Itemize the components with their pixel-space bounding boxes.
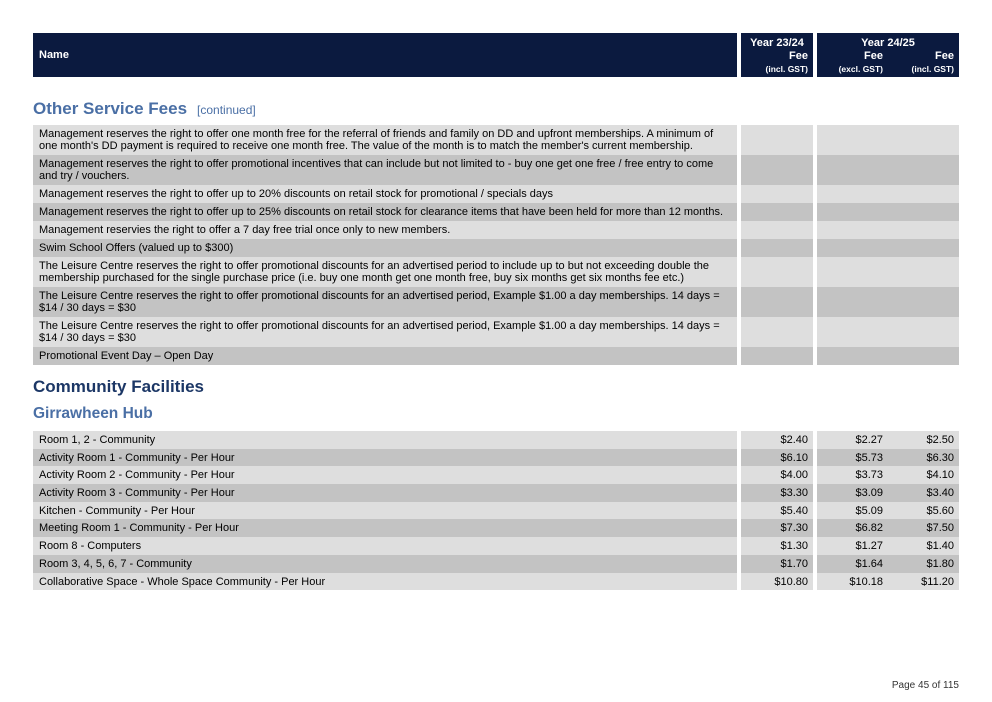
fee-2324: $2.40 bbox=[741, 431, 813, 449]
row-name: Swim School Offers (valued up to $300) bbox=[33, 239, 737, 257]
table-row bbox=[33, 431, 959, 449]
fee-2324: $5.40 bbox=[741, 502, 813, 520]
fee-2324: $10.80 bbox=[741, 573, 813, 591]
fee-incl-gst: $1.40 bbox=[926, 540, 954, 553]
fee-excl-gst: $3.09 bbox=[855, 487, 883, 500]
table-row bbox=[33, 537, 959, 555]
fee-label: Fee bbox=[864, 50, 883, 62]
table-row bbox=[33, 317, 959, 347]
table-row bbox=[33, 449, 959, 467]
year-2425-label: Year 24/25 bbox=[861, 37, 915, 49]
year-2324-label: Year 23/24 bbox=[750, 37, 804, 49]
continued-label: [continued] bbox=[197, 103, 256, 117]
row-name: Management reserves the right to offer one month free for the referral of friends and family on DD and upfront memberships. A minimum of one month's DD payment is required to receive one month free. The value of the month is to match the member's current membership. bbox=[33, 125, 737, 155]
row-name: Room 1, 2 - Community bbox=[33, 431, 737, 449]
fee-excl-gst: $10.18 bbox=[849, 575, 883, 588]
fee-incl-gst: $4.10 bbox=[926, 469, 954, 482]
fee-schedule-page bbox=[33, 33, 959, 588]
row-name: Management reserves the right to offer up to 25% discounts on retail stock for clearance items that have been held for more than 12 months. bbox=[33, 203, 737, 221]
table-header bbox=[33, 33, 959, 77]
table-row bbox=[33, 185, 959, 203]
fee-2324: $4.00 bbox=[741, 466, 813, 484]
fee-incl-gst: $3.40 bbox=[926, 487, 954, 500]
name-column-header: Name bbox=[33, 33, 737, 77]
row-name: Management reserves the right to offer promotional incentives that can include but not limited to - buy one get one free / free entry to come and try / vouchers. bbox=[33, 155, 737, 185]
row-name: Meeting Room 1 - Community - Per Hour bbox=[33, 519, 737, 537]
table-row bbox=[33, 519, 959, 537]
table-row bbox=[33, 221, 959, 239]
table-row bbox=[33, 257, 959, 287]
excl-gst-label: (excl. GST) bbox=[838, 64, 883, 74]
year-2324-column-header bbox=[741, 33, 813, 77]
row-name: Collaborative Space - Whole Space Community - Per Hour bbox=[33, 573, 737, 591]
row-name: The Leisure Centre reserves the right to offer promotional discounts for an advertised period to include up to but not exceeding double the membership purchased for the single purchase price (i.e. buy one month get one month free, buy six months get six months fee etc.) bbox=[33, 257, 737, 287]
table-row bbox=[33, 347, 959, 365]
row-name: Activity Room 2 - Community - Per Hour bbox=[33, 466, 737, 484]
fee-excl-gst: $6.82 bbox=[855, 522, 883, 535]
incl-gst-label: (incl. GST) bbox=[765, 64, 808, 74]
fee-incl-gst: $6.30 bbox=[926, 451, 954, 464]
table-row bbox=[33, 555, 959, 573]
fee-excl-gst: $1.64 bbox=[855, 557, 883, 570]
community-facilities-table bbox=[33, 431, 959, 590]
fee-excl-gst: $2.27 bbox=[855, 434, 883, 446]
section-title-community-facilities: Community Facilities bbox=[33, 377, 204, 396]
fee-label: Fee bbox=[789, 50, 808, 62]
incl-gst-label: (incl. GST) bbox=[911, 64, 954, 74]
fee-incl-gst: $11.20 bbox=[921, 575, 954, 588]
fee-incl-gst: $1.80 bbox=[926, 557, 954, 570]
table-row bbox=[33, 203, 959, 221]
row-name: Management reserves the right to offer up to 20% discounts on retail stock for promotional / specials days bbox=[33, 185, 737, 203]
page-number: Page 45 of 115 bbox=[891, 680, 959, 691]
fee-incl-gst: $5.60 bbox=[926, 504, 954, 517]
fee-2324: $1.30 bbox=[741, 537, 813, 555]
row-name: Promotional Event Day – Open Day bbox=[33, 347, 737, 365]
table-row bbox=[33, 466, 959, 484]
table-row bbox=[33, 287, 959, 317]
year-2425-column-header bbox=[817, 33, 959, 77]
row-name: Room 8 - Computers bbox=[33, 537, 737, 555]
row-name: Activity Room 3 - Community - Per Hour bbox=[33, 484, 737, 502]
fee-excl-gst: $1.27 bbox=[855, 540, 883, 553]
fee-2324: $6.10 bbox=[741, 449, 813, 467]
table-row bbox=[33, 125, 959, 155]
fee-2324: $7.30 bbox=[741, 519, 813, 537]
fee-incl-gst: $2.50 bbox=[926, 434, 954, 446]
row-name: The Leisure Centre reserves the right to offer promotional discounts for an advertised period, Example $1.00 a day memberships. 14 days = $14 / 30 days = $30 bbox=[33, 287, 737, 317]
fee-2324: $3.30 bbox=[741, 484, 813, 502]
table-row bbox=[33, 239, 959, 257]
row-name: Management reservies the right to offer a 7 day free trial once only to new members. bbox=[33, 221, 737, 239]
table-row bbox=[33, 484, 959, 502]
section-title-other-service-fees bbox=[33, 99, 256, 119]
fee-excl-gst: $3.73 bbox=[855, 469, 883, 482]
subsection-title-girrawheen-hub: Girrawheen Hub bbox=[33, 405, 153, 422]
table-row bbox=[33, 155, 959, 185]
row-name: Kitchen - Community - Per Hour bbox=[33, 502, 737, 520]
other-service-fees-table bbox=[33, 125, 959, 365]
row-name: Activity Room 1 - Community - Per Hour bbox=[33, 449, 737, 467]
fee-incl-gst: $7.50 bbox=[926, 522, 954, 535]
fee-2324: $1.70 bbox=[741, 555, 813, 573]
row-name: The Leisure Centre reserves the right to offer promotional discounts for an advertised period, Example $1.00 a day memberships. 14 days = $14 / 30 days = $30 bbox=[33, 317, 737, 347]
table-row bbox=[33, 502, 959, 520]
fee-excl-gst: $5.73 bbox=[855, 451, 883, 464]
fee-label: Fee bbox=[935, 50, 954, 62]
table-row bbox=[33, 573, 959, 591]
fee-excl-gst: $5.09 bbox=[855, 504, 883, 517]
section-title-text: Other Service Fees bbox=[33, 99, 188, 118]
row-name: Room 3, 4, 5, 6, 7 - Community bbox=[33, 555, 737, 573]
